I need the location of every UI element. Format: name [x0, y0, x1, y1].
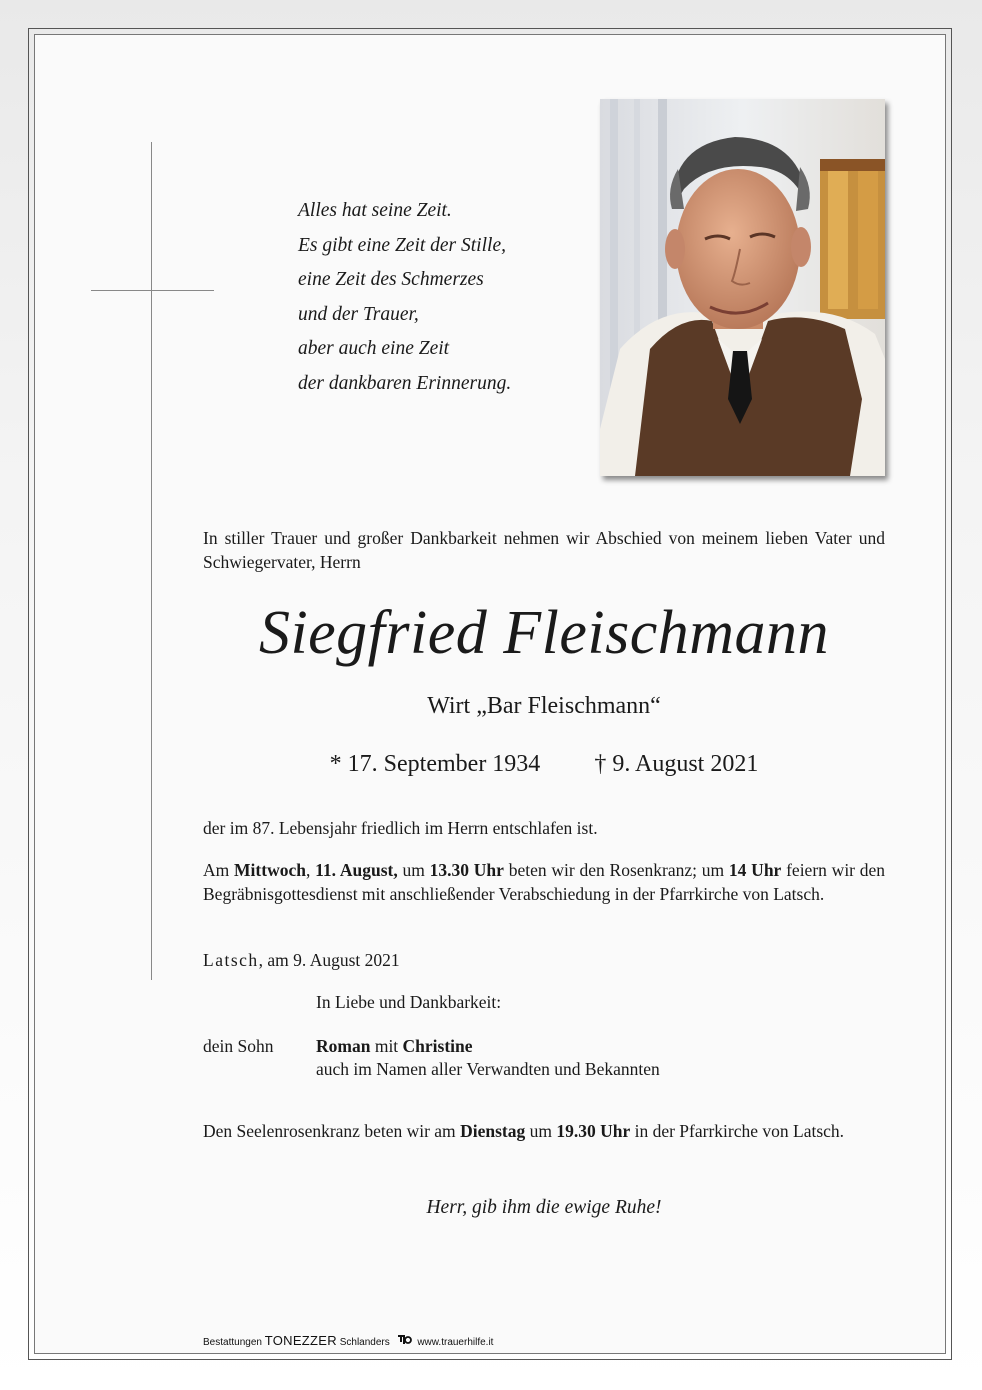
- portrait-photo: [600, 99, 885, 476]
- footer-town: Schlanders: [339, 1337, 390, 1349]
- service-date: 11. August,: [315, 860, 398, 880]
- cross-vertical-bar: [151, 142, 152, 980]
- son-name: Roman: [316, 1036, 371, 1056]
- death-date: † 9. August 2021: [594, 751, 759, 777]
- trauerhilfe-logo-icon: [396, 1334, 412, 1351]
- closing-prayer: Herr, gib ihm die ewige Ruhe!: [426, 1197, 662, 1218]
- footer-brand: TONEZZER: [264, 1333, 337, 1349]
- family-line-2: auch im Namen aller Verwandten und Bekannten: [316, 1059, 660, 1079]
- service-paragraph: Am Mittwoch, 11. August, um 13.30 Uhr beten wir den Rosenkranz; um 14 Uhr feiern wir den Begräbnisgottesdienst mit anschließender Verabschiedung in der Pfarrkirche von Latsch.: [203, 860, 886, 904]
- life-dates: [203, 748, 885, 780]
- passed-paragraph: der im 87. Lebensjahr friedlich im Herrn entschlafen ist.: [203, 818, 598, 838]
- place-date-line: Latsch, am 9. August 2021: [203, 950, 400, 970]
- deceased-name: Siegfried Fleischmann: [258, 599, 830, 667]
- service-day: Mittwoch: [234, 860, 306, 880]
- birth-date: * 17. September 1934: [329, 751, 541, 777]
- footer-prefix: Bestattungen: [203, 1337, 262, 1349]
- poem-line: Es gibt eine Zeit der Stille,: [298, 234, 506, 256]
- poem-line: der dankbaren Erinnerung.: [298, 372, 512, 394]
- mass-time: 14 Uhr: [728, 860, 782, 880]
- footer-url: www.trauerhilfe.it: [417, 1337, 494, 1349]
- cross-horizontal-bar: [91, 290, 214, 291]
- relation-label: dein Sohn: [203, 1036, 274, 1056]
- portrait-illustration: [600, 99, 885, 476]
- poem: [298, 194, 588, 401]
- poem-line: Alles hat seine Zeit.: [298, 200, 452, 221]
- place-name: Latsch: [203, 950, 259, 970]
- rosary-time: 13.30 Uhr: [429, 860, 504, 880]
- rosary-evening-time: 19.30 Uhr: [556, 1121, 631, 1141]
- deceased-occupation: Wirt „Bar Fleischmann“: [427, 693, 661, 719]
- intro-paragraph: In stiller Trauer und großer Dankbarkeit nehmen wir Abschied von meinem lieben Vater und Schwiegervater, Herrn: [203, 528, 885, 572]
- daughter-in-law-name: Christine: [402, 1036, 473, 1056]
- footer: [203, 1334, 493, 1351]
- rosary-day: Dienstag: [460, 1121, 526, 1141]
- poem-line: und der Trauer,: [298, 303, 419, 325]
- poem-line: aber auch eine Zeit: [298, 338, 450, 359]
- poem-line: eine Zeit des Schmerzes: [298, 269, 484, 290]
- love-line: In Liebe und Dankbarkeit:: [316, 992, 502, 1012]
- rosary-paragraph: Den Seelenrosenkranz beten wir am Dienstag um 19.30 Uhr in der Pfarrkirche von Latsch.: [203, 1121, 845, 1141]
- family-names: Roman mit Christine: [316, 1036, 473, 1056]
